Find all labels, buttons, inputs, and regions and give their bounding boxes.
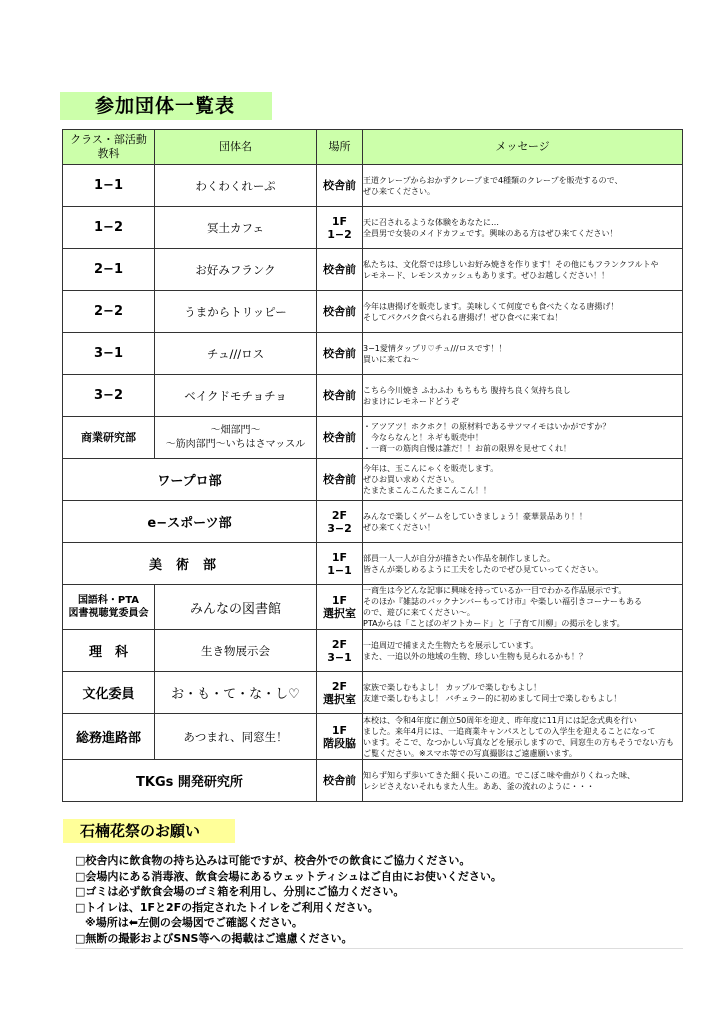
table-row: [63, 459, 683, 501]
location-cell: 2F 3−1: [317, 630, 363, 672]
location-cell: 1F 階段脇: [317, 714, 363, 760]
table-row: [63, 417, 683, 459]
request-item: □無断の撮影およびSNS等への掲載はご遠慮ください。: [75, 931, 353, 945]
message-cell: 一商生は今どんな記事に興味を持っているか一目でわかる作品展示です。 そのほか『雑誌のバックナンバーもってけ市』や楽しい福引きコーナーもある ので、遊びに来てください〜。 PTAからは「ことばのギフトカード」と「子育て川柳」の掲示をします。: [363, 585, 683, 630]
group-cell: みんなの図書館: [155, 585, 317, 630]
class-cell: 1−2: [63, 207, 155, 249]
class-cell: 理 科: [63, 630, 155, 672]
page-title: 参加団体一覧表: [95, 95, 236, 117]
message-cell: 本校は、令和4年度に創立50周年を迎え、昨年度に11月には記念式典を行い ました。来年4月には、一追商業キャンパスとしての入学生を迎えることになって います。そこで、なつかしい写真などを展示しますので、同窓生の方もそうでない方も ご覧ください。※スマホ等での写真撮影はご遠慮願います。: [363, 714, 683, 760]
location-cell: 校舎前: [317, 375, 363, 417]
group-cell: チュ///ロス: [155, 333, 317, 375]
message-cell: みんなで楽しくゲームをしていきましょう！豪華景品あり！！ ぜひ来てください！: [363, 501, 683, 543]
table-row: [63, 375, 683, 417]
table-row: [63, 760, 683, 802]
table-row: [63, 333, 683, 375]
message-cell: 今年は、玉こんにゃくを販売します。 ぜひお買い求めください。 たまたまこんこんたまこんこん！！: [363, 459, 683, 501]
table-row: [63, 714, 683, 760]
group-cell: 〜畑部門〜 〜筋肉部門〜いちはさマッスル: [155, 417, 317, 459]
header-class: クラス・部活動 教科: [63, 130, 155, 165]
table-row: [63, 291, 683, 333]
location-cell: 1F 1−2: [317, 207, 363, 249]
group-name: e−スポーツ部: [147, 516, 232, 531]
group-cell: 冥土カフェ: [155, 207, 317, 249]
group-name-merged: [63, 760, 317, 802]
message-cell: 家族で楽しむもよし！ カップルで楽しむもよし！ 友達で楽しむもよし！ バチェラー的に初めまして同士で楽しむもよし！: [363, 672, 683, 714]
group-name: ワープロ部: [157, 474, 222, 489]
group-cell: あつまれ、同窓生！: [155, 714, 317, 760]
table-row: [63, 543, 683, 585]
table-header-row: [63, 130, 683, 165]
message-cell: 私たちは、文化祭では珍しいお好み焼きを作ります！その他にもフランクフルトや レモネード、レモンスカッシュもあります。ぜひお越しください！！: [363, 249, 683, 291]
location-cell: 1F 選択室: [317, 585, 363, 630]
table-row: [63, 585, 683, 630]
class-cell: 文化委員: [63, 672, 155, 714]
group-name: TKGs 開発研究所: [136, 775, 243, 790]
header-group: 団体名: [155, 130, 317, 165]
location-cell: 2F 選択室: [317, 672, 363, 714]
class-cell: 総務進路部: [63, 714, 155, 760]
group-cell: お・も・て・な・し♡: [155, 672, 317, 714]
location-cell: 校舎前: [317, 291, 363, 333]
location-cell: 校舎前: [317, 165, 363, 207]
location-cell: 校舎前: [317, 333, 363, 375]
class-cell: 商業研究部: [63, 417, 155, 459]
group-cell: ベイクドモチョチョ: [155, 375, 317, 417]
message-cell: 知らず知らず歩いてきた細く長いこの道。でこぼこ味や曲がりくねった味、 レシピさえないそれもまた人生。ああ、釜の流れのように・・・: [363, 760, 683, 802]
header-location: 場所: [317, 130, 363, 165]
group-name-merged: [63, 543, 317, 585]
table-row: [63, 630, 683, 672]
message-cell: 一追周辺で捕まえた生物たちを展示しています。 また、一追以外の地域の生物、珍しい生物も見られるかも！？: [363, 630, 683, 672]
request-item: □校舎内に飲食物の持ち込みは可能ですが、校舎外での飲食にご協力ください。: [75, 854, 471, 867]
message-cell: 天に召されるような体験をあなたに… 全員男で女装のメイドカフェです。興味のある方はぜひ来てください！: [363, 207, 683, 249]
class-cell: 2−2: [63, 291, 155, 333]
location-cell: 1F 1−1: [317, 543, 363, 585]
message-cell: 部員一人一人が自分が描きたい作品を制作しました。 皆さんが楽しめるように工夫をしたのでぜひ見ていってください。: [363, 543, 683, 585]
table-row: [63, 249, 683, 291]
request-item: □トイレは、1Fと2Fの指定されたトイレをご利用ください。: [75, 900, 379, 914]
group-cell: うまからトリッピー: [155, 291, 317, 333]
message-cell: ・アツアツ！ホクホク！の原材料であるサツマイモはいかがですか？ 今ならなんと！ネギも販売中！ ・一商一の筋肉自慢は誰だ！！お前の限界を見せてくれ！: [363, 417, 683, 459]
request-item: ※場所は⬅左側の会場図でご確認ください。: [85, 916, 303, 929]
group-name-merged: [63, 459, 317, 501]
class-cell: 1−1: [63, 165, 155, 207]
header-message: メッセージ: [363, 130, 683, 165]
table-row: [63, 672, 683, 714]
divider: [75, 948, 683, 949]
location-cell: 校舎前: [317, 760, 363, 802]
group-name-merged: [63, 501, 317, 543]
class-cell: 2−1: [63, 249, 155, 291]
table-row: [63, 207, 683, 249]
participants-table: [62, 129, 683, 802]
message-cell: 王道クレープからおかずクレープまで4種類のクレープを販売するので、 ぜひ来てください。: [363, 165, 683, 207]
table-row: [63, 165, 683, 207]
group-cell: お好みフランク: [155, 249, 317, 291]
location-cell: 校舎前: [317, 249, 363, 291]
table-row: [63, 501, 683, 543]
message-cell: 3−1愛情タップリ♡チュ///ロスです！！ 買いに来てね〜: [363, 333, 683, 375]
location-cell: 校舎前: [317, 459, 363, 501]
group-name: 美術部: [148, 558, 230, 573]
message-cell: こちら今川焼き ふわふわ もちもち 腹持ち良く気持ち良し おまけにレモネードどうぞ: [363, 375, 683, 417]
class-cell: 国語科・PTA 図書視聴覚委員会: [63, 585, 155, 630]
requests-list: [75, 853, 695, 946]
class-cell: 3−1: [63, 333, 155, 375]
request-item: □ゴミは必ず飲食会場のゴミ箱を利用し、分別にご協力ください。: [75, 885, 405, 898]
requests-title: 石楠花祭のお願い: [80, 822, 201, 840]
location-cell: 2F 3−2: [317, 501, 363, 543]
group-cell: 生き物展示会: [155, 630, 317, 672]
class-cell: 3−2: [63, 375, 155, 417]
location-cell: 校舎前: [317, 417, 363, 459]
group-cell: わくわくれーぷ: [155, 165, 317, 207]
request-item: □会場内にある消毒液、飲食会場にあるウェットティシュはご自由にお使いください。: [75, 869, 502, 883]
message-cell: 今年は唐揚げを販売します。美味しくて何度でも食べたくなる唐揚げ！ そしてパクパク食べられる唐揚げ！ぜひ食べに来てね！: [363, 291, 683, 333]
